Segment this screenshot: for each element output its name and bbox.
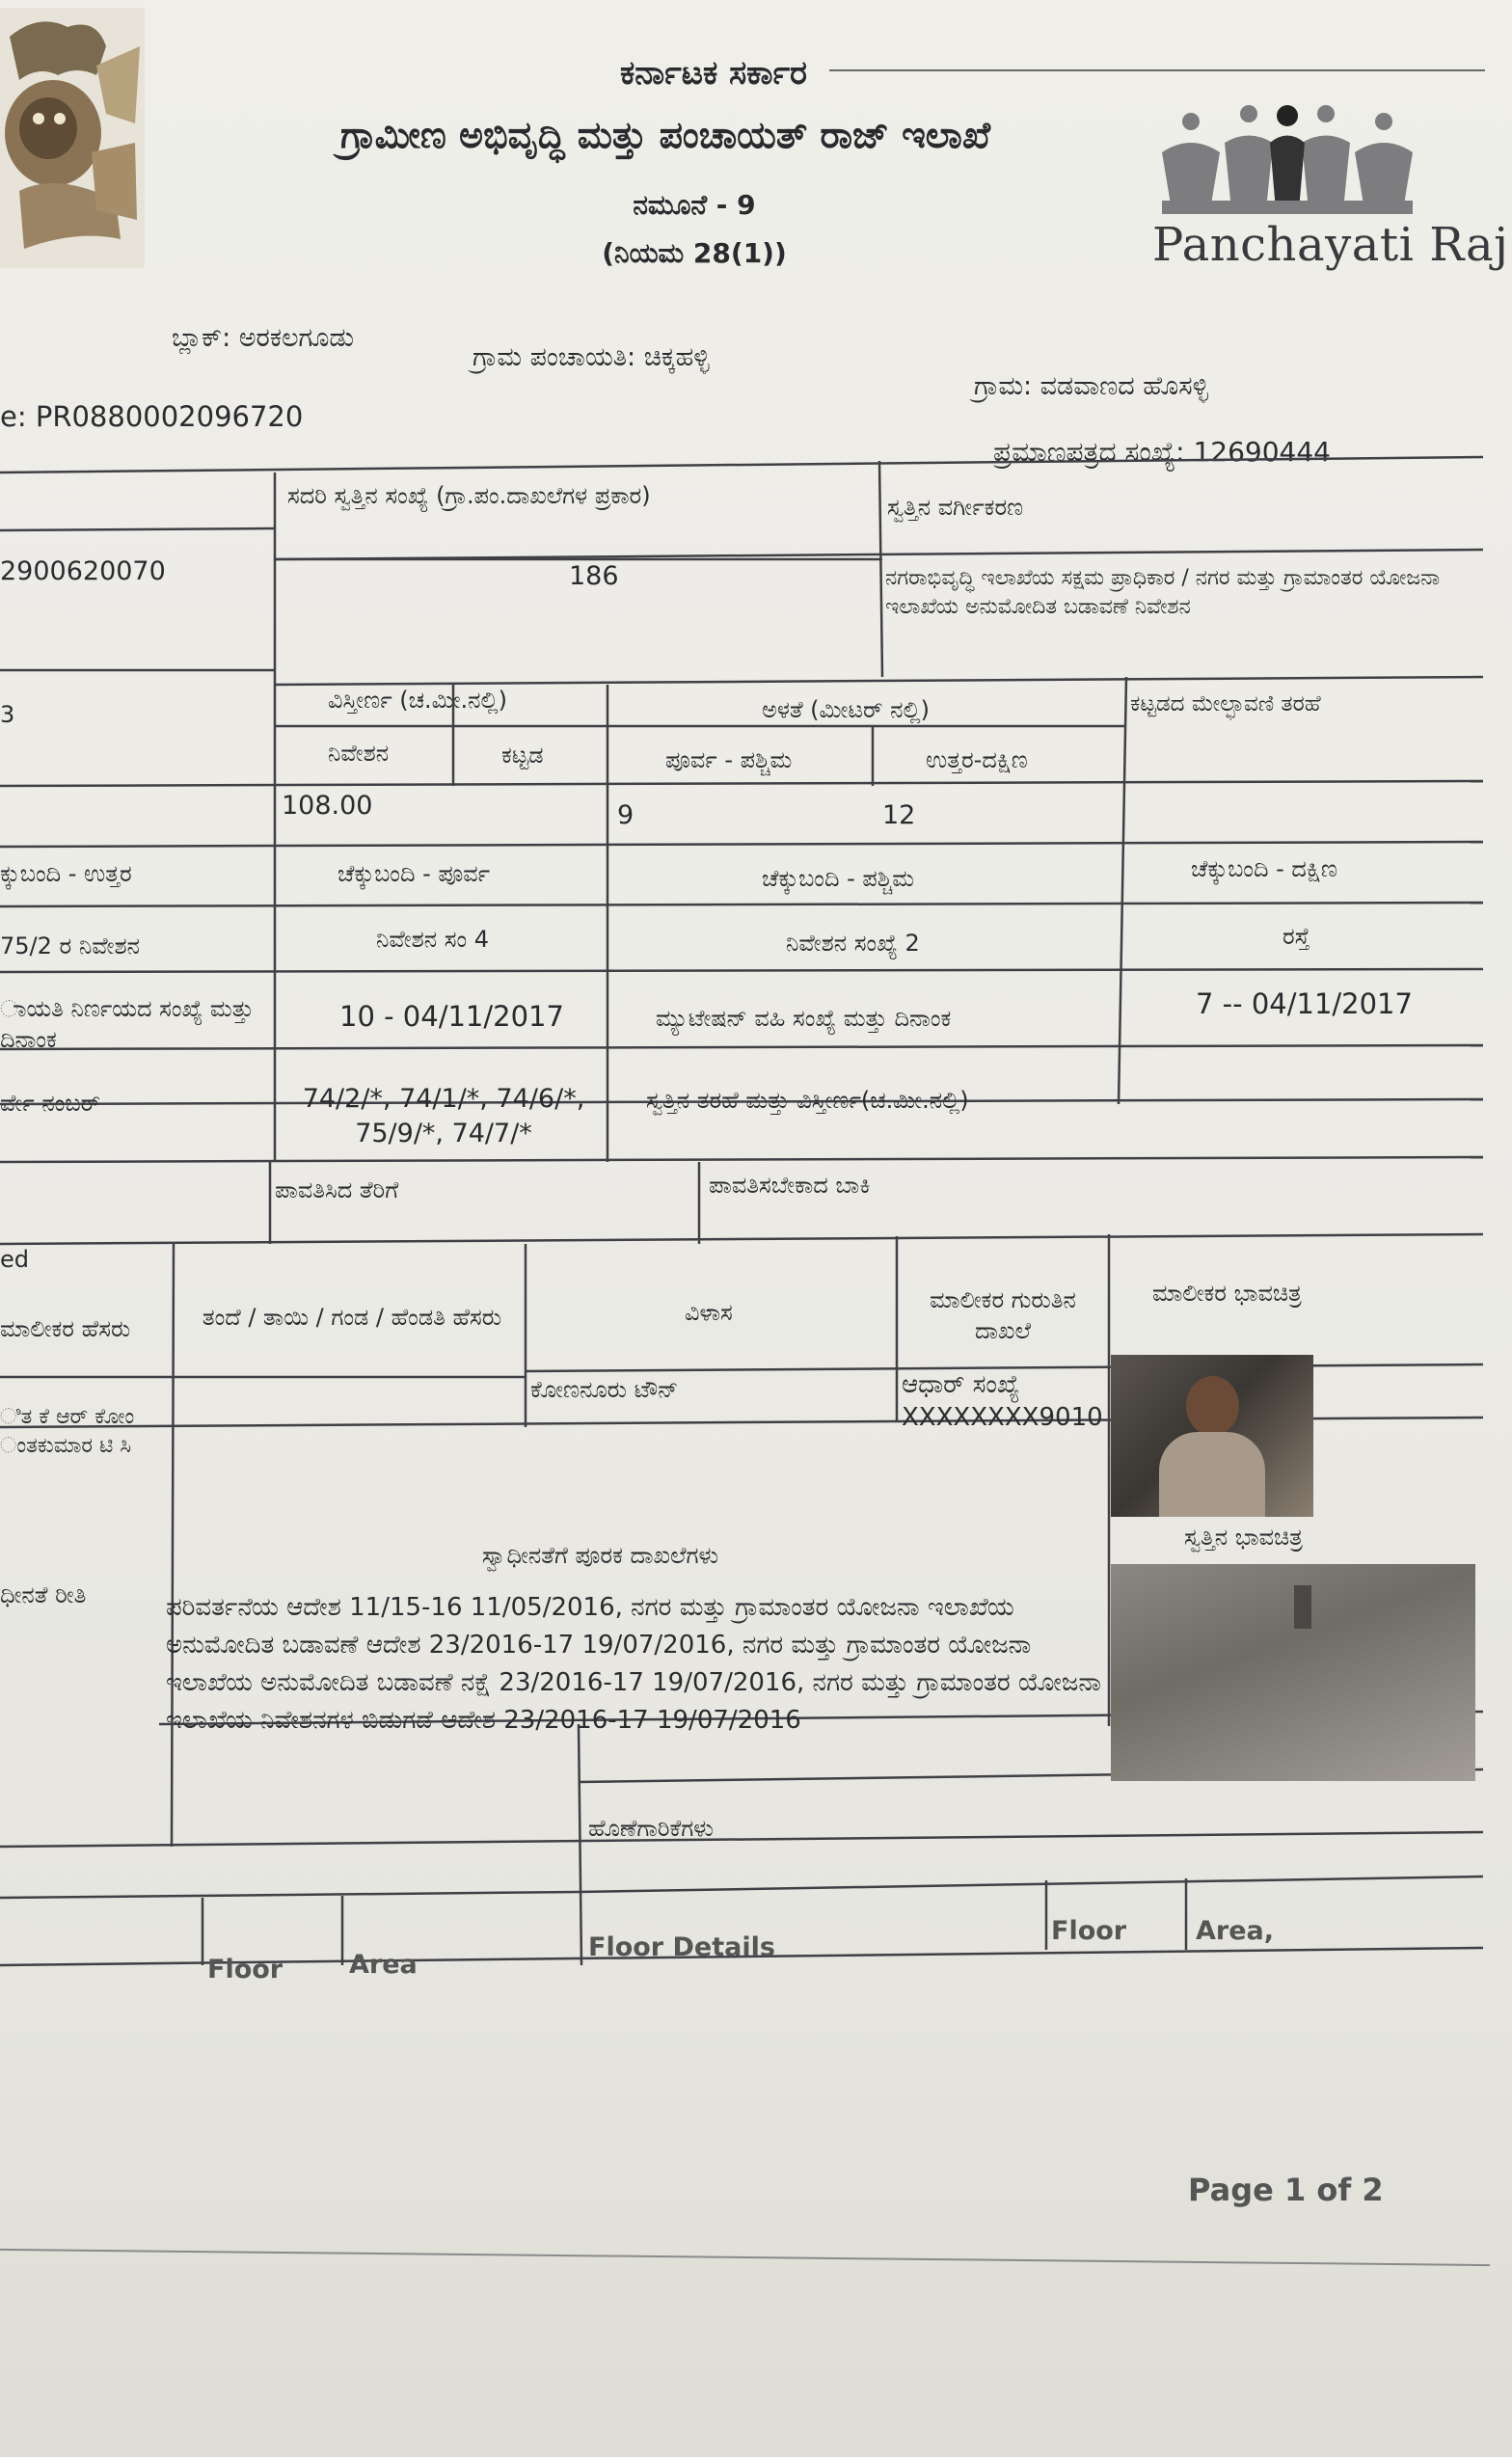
bound-west-label: ಚೆಕ್ಕುಬಂದಿ - ಪಶ್ಚಿಮ bbox=[762, 865, 915, 892]
panchayati-raj-logo-text: Panchayati Raj bbox=[1152, 218, 1509, 272]
block-label: ಬ್ಲಾಕ್: ಅರಕಲಗೂಡು bbox=[172, 323, 355, 353]
state-title: ಕರ್ನಾಟಕ ಸರ್ಕಾರ bbox=[619, 54, 808, 93]
left-ed-fragment: ed bbox=[0, 1246, 29, 1273]
left-fragment: 3 bbox=[0, 701, 15, 728]
owner-photo-label: ಮಾಲೀಕರ ಭಾವಚಿತ್ರ bbox=[1152, 1280, 1302, 1307]
due-label: ಪಾವತಿಸಬೇಕಾದ ಬಾಕಿ bbox=[709, 1172, 871, 1199]
certificate-number: ಪ್ರಮಾಣಪತ್ರದ ಸಂಖ್ಯೆ: 12690444 bbox=[993, 436, 1331, 468]
classification-value: ನಗರಾಭಿವೃದ್ಧಿ ಇಲಾಖೆಯ ಸಕ್ಷಮ ಪ್ರಾಧಿಕಾರ / ನಗರ ಮತ್ತು ಗ್ರಾಮಾಂತರ ಯೋಜನಾ ಇಲಾಖೆಯ ಅನುಮೋದಿತ ಬಡಾವಣೆ ನಿವೇಶನ bbox=[885, 566, 1441, 619]
area-label: ವಿಸ್ತೀರ್ಣ (ಚ.ಮೀ.ನಲ್ಲಿ) bbox=[328, 687, 507, 714]
paid-tax-label: ಪಾವತಿಸಿದ ತೆರಿಗೆ bbox=[275, 1176, 399, 1203]
footer-rule bbox=[0, 2249, 1490, 2266]
property-no-label: ಸದರಿ ಸ್ವತ್ತಿನ ಸಂಖ್ಯೆ (ಗ್ರಾ.ಪಂ.ದಾಖಲೆಗಳ ಪ್ರಕಾರ) bbox=[287, 482, 651, 509]
id-doc-label: ಮಾಲೀಕರ ಗುರುತಿನ ದಾಖಲೆ bbox=[930, 1286, 1076, 1345]
owner-photo bbox=[1111, 1355, 1313, 1517]
roof-type-label: ಕಟ್ಟಡದ ಮೇಲ್ಛಾವಣಿ ತರಹೆ bbox=[1130, 691, 1321, 716]
east-west-value: 9 bbox=[617, 800, 634, 830]
relation-label: ತಂದೆ / ತಾಯಿ / ಗಂಡ / ಹೆಂಡತಿ ಹೆಸರು bbox=[202, 1304, 502, 1331]
form-number: ನಮೂನೆ - 9 bbox=[633, 189, 756, 221]
classification-label: ಸ್ವತ್ತಿನ ವರ್ಗೀಕರಣ bbox=[887, 494, 1024, 521]
survey-value: 74/2/*, 74/1/*, 74/6/*, 75/9/*, 74/7/* bbox=[302, 1084, 585, 1149]
bound-west-value: ನಿವೇಶನ ಸಂಖ್ಯೆ 2 bbox=[786, 930, 920, 957]
survey-label: ರ್ವೇ ನಂಬರ್ bbox=[0, 1090, 101, 1117]
floor-header-2: Floor bbox=[1051, 1916, 1127, 1946]
bound-east-label: ಚೆಕ್ಕುಬಂದಿ - ಪೂರ್ವ bbox=[338, 860, 491, 887]
gram-panchayat-label: ಗ್ರಾಮ ಪಂಚಾಯತಿ: ಚಿಕ್ಕಹಳ್ಳಿ bbox=[472, 342, 710, 372]
area-header-1: Area bbox=[349, 1950, 418, 1980]
resolution-value: 10 - 04/11/2017 bbox=[339, 1000, 564, 1033]
site-label: ನಿವೇಶನ bbox=[328, 740, 390, 767]
ownership-type-label: ಧೀನತೆ ರೀತಿ bbox=[0, 1581, 87, 1608]
bound-north-value: 75/2 ರ ನಿವೇಶನ bbox=[0, 932, 140, 959]
dimension-label: ಅಳತೆ (ಮೀಟರ್ ನಲ್ಲಿ) bbox=[762, 696, 930, 723]
address-value: ಕೋಣನೂರು ಟೌನ್ bbox=[530, 1376, 679, 1403]
address-label: ವಿಳಾಸ bbox=[685, 1299, 733, 1326]
id-doc-value: ಆಧಾರ್ ಸಂಖ್ಯೆ XXXXXXXX9010 bbox=[902, 1370, 1103, 1432]
north-south-value: 12 bbox=[882, 800, 916, 830]
area-header-2: Area, bbox=[1196, 1916, 1274, 1946]
floor-details-header: Floor Details bbox=[588, 1932, 775, 1962]
ownership-docs-value: ಪರಿವರ್ತನೆಯ ಆದೇಶ 11/15-16 11/05/2016, ನಗರ ಮತ್ತು ಗ್ರಾಮಾಂತರ ಯೋಜನಾ ಇಲಾಖೆಯ ಅನುಮೋದಿತ ಬಡಾವಣೆ ಆದೇಶ 23/2016-17 19/07/2016, ನಗರ ಮತ್ತು ಗ್ರಾಮಾಂತರ ಯೋಜನಾ ಇಲಾಖೆಯ ಅನುಮೋದಿತ ಬಡಾವಣೆ ನಕ್ಷೆ 23/2016-17 19/07/2016, ನಗರ ಮತ್ತು ಗ್ರಾಮಾಂತರ ಯೋಜನಾ ಇಲಾಖೆಯ ನಿವೇಶನಗಳ ಬಿಡುಗಡೆ ಆದೇಶ 23/2016-17 19/07/2016 bbox=[166, 1593, 1101, 1735]
property-no: 186 bbox=[569, 561, 619, 591]
village-label: ಗ್ರಾಮ: ವಡವಾಣದ ಹೊಸಳ್ಳಿ bbox=[974, 371, 1209, 401]
property-photo-label: ಸ್ವತ್ತಿನ ಭಾವಚಿತ್ರ bbox=[1184, 1524, 1303, 1551]
bound-south-label: ಚೆಕ್ಕುಬಂದಿ - ದಕ್ಷಿಣ bbox=[1191, 855, 1337, 882]
property-id: e: PR0880002096720 bbox=[0, 400, 304, 433]
bound-south-value: ರಸ್ತೆ bbox=[1282, 923, 1310, 950]
karnataka-emblem-icon bbox=[0, 8, 145, 268]
property-photo bbox=[1111, 1564, 1475, 1781]
bound-north-label: ಕ್ಕುಬಂದಿ - ಉತ್ತರ bbox=[0, 860, 132, 887]
floor-header-1: Floor bbox=[207, 1955, 284, 1984]
mutation-value: 7 -- 04/11/2017 bbox=[1196, 987, 1413, 1020]
bound-east-value: ನಿವೇಶನ ಸಂ 4 bbox=[376, 926, 490, 953]
building-label: ಕಟ್ಟಡ bbox=[501, 742, 544, 769]
east-west-label: ಪೂರ್ವ - ಪಶ್ಚಿಮ bbox=[665, 746, 793, 773]
mutation-label: ಮ್ಯುಟೇಷನ್ ವಹಿ ಸಂಖ್ಯೆ ಮತ್ತು ದಿನಾಂಕ bbox=[656, 1005, 952, 1032]
site-area-value: 108.00 bbox=[282, 791, 373, 821]
north-south-label: ಉತ್ತರ-ದಕ್ಷಿಣ bbox=[926, 746, 1028, 773]
resolution-label: ಾಯತಿ ನಿರ್ಣಯದ ಸಂಖ್ಯೆ ಮತ್ತು ದಿನಾಂಕ bbox=[0, 995, 255, 1054]
owner-name-value: ಿತ ಕೆ ಆರ್ ಕೋಂ ಂತಕುಮಾರ ಟಿ ಸಿ bbox=[0, 1405, 135, 1458]
owner-name-label: ಮಾಲೀಕರ ಹೆಸರು bbox=[0, 1315, 131, 1342]
rule-number: (ನಿಯಮ 28(1)) bbox=[602, 237, 787, 269]
left-id: 2900620070 bbox=[0, 556, 166, 586]
department-title: ಗ್ರಾಮೀಣ ಅಭಿವೃದ್ಧಿ ಮತ್ತು ಪಂಚಾಯತ್ ರಾಜ್ ಇಲಾಖೆ bbox=[339, 114, 991, 156]
property-type-label: ಸ್ವತ್ತಿನ ತರಹೆ ಮತ್ತು ವಿಸ್ತೀರ್ಣ(ಚ.ಮೀ.ನಲ್ಲಿ) bbox=[646, 1087, 969, 1114]
panchayati-raj-logo-icon bbox=[1152, 104, 1422, 230]
ownership-docs-label: ಸ್ವಾಧೀನತೆಗೆ ಪೂರಕ ದಾಖಲೆಗಳು bbox=[482, 1542, 719, 1569]
liabilities-label: ಹೊಣೆಗಾರಿಕೆಗಳು bbox=[588, 1815, 714, 1842]
page-number: Page 1 of 2 bbox=[1188, 2172, 1384, 2208]
